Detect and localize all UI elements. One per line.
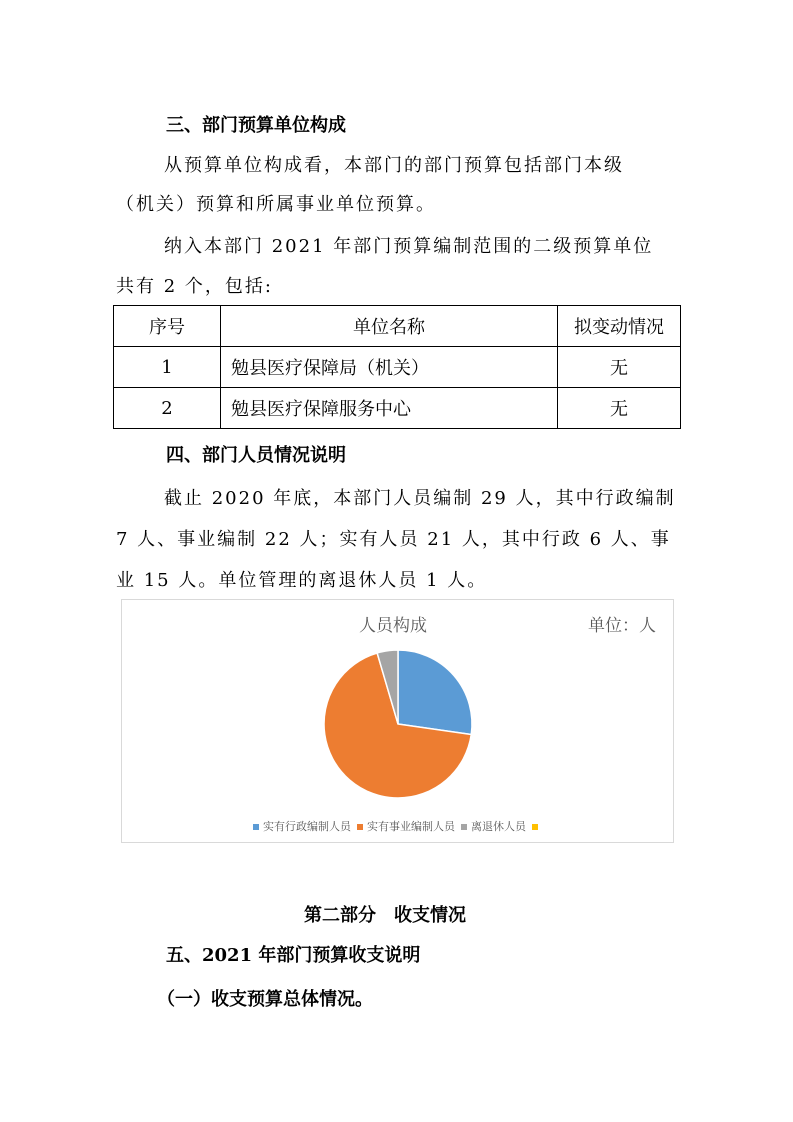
section-3-paragraph-1-line-2: （机关）预算和所属事业单位预算。: [116, 194, 436, 215]
column-header-unit-name: 单位名称: [221, 306, 558, 347]
legend-label: 实有事业编制人员: [367, 820, 455, 833]
legend-label: 离退休人员: [471, 820, 526, 833]
table-header-row: [114, 306, 681, 347]
section-3-paragraph-2-line-1: 纳入本部门 2021 年部门预算编制范围的二级预算单位: [164, 236, 654, 257]
column-header-change: 拟变动情况: [558, 306, 681, 347]
staff-composition-chart: [121, 599, 674, 843]
section-3-heading: 三、部门预算单位构成: [166, 115, 346, 136]
section-3-paragraph-1-line-1: 从预算单位构成看，本部门的部门预算包括部门本级: [164, 155, 624, 176]
budget-units-table: [113, 305, 681, 429]
legend-swatch: [461, 824, 467, 830]
table-row: [114, 388, 681, 429]
part-2-title: 第二部分 收支情况: [304, 905, 466, 926]
legend-swatch: [357, 824, 363, 830]
chart-unit-label: 单位：人: [588, 616, 656, 636]
table-cell-unit-name: 勉县医疗保障局（机关）: [221, 347, 558, 388]
column-header-index: 序号: [114, 306, 221, 347]
subsection-1-heading: （一）收支预算总体情况。: [157, 989, 373, 1010]
table-row: [114, 347, 681, 388]
section-3-paragraph-2-line-2: 共有 2 个，包括:: [116, 276, 273, 297]
table-cell-index: 2: [114, 388, 221, 429]
table-cell-change: 无: [558, 347, 681, 388]
section-4-paragraph-line-3: 业 15 人。单位管理的离退休人员 1 人。: [116, 570, 488, 591]
section-4-paragraph-line-1: 截止 2020 年底，本部门人员编制 29 人，其中行政编制: [164, 488, 676, 509]
section-4-heading: 四、部门人员情况说明: [166, 445, 346, 466]
legend-item-2: [357, 818, 455, 834]
table-cell-unit-name: 勉县医疗保障服务中心: [221, 388, 558, 429]
section-4-paragraph-line-2: 7 人、事业编制 22 人；实有人员 21 人，其中行政 6 人、事: [116, 529, 671, 550]
pie-chart-svg: [122, 600, 673, 842]
section-5-heading: 五、2021 年部门预算收支说明: [166, 945, 421, 966]
pie-slice-1: [398, 650, 472, 735]
table-cell-index: 1: [114, 347, 221, 388]
table-cell-change: 无: [558, 388, 681, 429]
legend-item-4: [532, 820, 542, 833]
chart-title: 人员构成: [359, 616, 427, 636]
legend-label: 实有行政编制人员: [263, 820, 351, 833]
legend-item-1: [253, 818, 351, 834]
legend-swatch: [253, 824, 259, 830]
legend-swatch: [532, 824, 538, 830]
chart-legend: [122, 818, 673, 834]
legend-item-3: [461, 818, 526, 834]
